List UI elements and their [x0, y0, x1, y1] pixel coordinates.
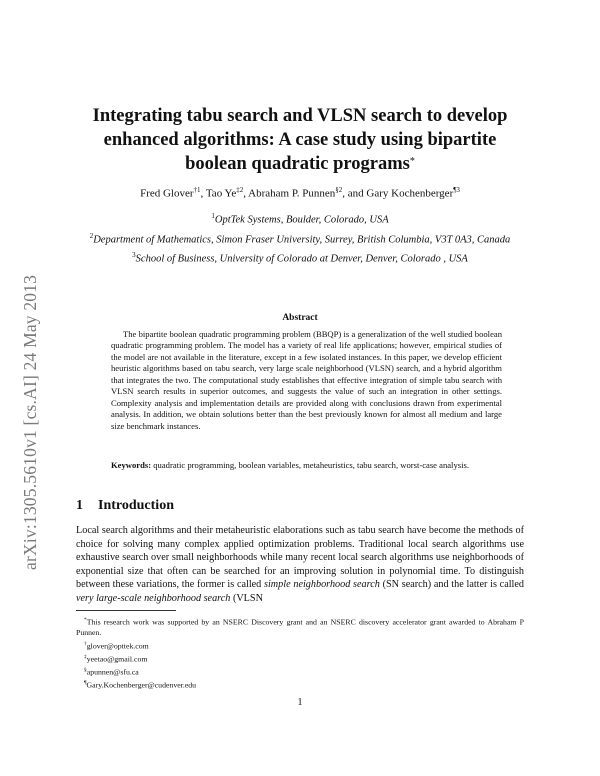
paper-title: [60, 104, 540, 176]
author-marks: ‡2: [236, 186, 244, 194]
footnote: [76, 652, 524, 665]
footnote-mark: †: [84, 640, 87, 647]
abstract-heading: Abstract: [282, 313, 318, 323]
author-separator: ,: [243, 187, 249, 200]
affiliation: [64, 229, 536, 248]
footnote-rule: [76, 610, 176, 611]
title-line-3: boolean quadratic programs: [185, 154, 410, 174]
keywords-label: Keywords:: [111, 460, 152, 470]
intro-text: Local search algorithms and their metaheuristic elaborations such as tabu search have become the methods of choice for solving many complex applied optimization problems. Traditional local search algorithms use exhaustive search over small neighborhoods while many recent local search algorithms use neighborhoods of exponential size that often can be searched for an improving solution in polynomial time. To distinguish between these variations, the former is called: [76, 525, 524, 590]
author-name: Abraham P. Punnen: [248, 187, 336, 200]
intro-text: (VLSN: [230, 592, 263, 604]
footnote-mark: *: [84, 617, 87, 623]
section-number: 1: [76, 498, 83, 513]
footnote: [76, 615, 524, 639]
footnote-list: [76, 615, 524, 691]
affiliation: [64, 248, 536, 267]
abstract-text: The bipartite boolean quadratic programming problem (BBQP) is a generalization of the well studied boolean quadratic programming problem. The model has a variety of real life applications; however, empirical studies of the model are not available in the literature, except in a few isolated instances. In this paper, we develop efficient heuristic algorithms based on tabu search, very large scale neighborhood (VLSN) search, and a hybrid algorithm that integrates the two. The computational study establishes that effective integration of simple tabu search with VLSN search results in superior outcomes, and suggests the value of such an integration in other settings. Complexity analysis and implementation details are provided along with conclusions drawn from experimental analysis. In addition, we obtain solutions better than the best previously known for almost all medium and large size benchmark instances.: [111, 329, 502, 431]
footnote: [76, 665, 524, 678]
footnote-email: glover@opttek.com: [86, 641, 149, 651]
author-name: Tao Ye: [205, 187, 237, 200]
intro-emphasis: very large-scale neighborhood search: [76, 592, 231, 604]
footnote-text: This research work was supported by an NSERC Discovery grant and an NSERC discovery accelerator grant awarded to Abraham P Punnen.: [76, 617, 524, 638]
footnote-email: Gary.Kochenberger@cudenver.edu: [86, 680, 197, 690]
affiliation-text: School of Business, University of Colorado at Denver, Denver, Colorado , USA: [135, 253, 468, 265]
section-title: Introduction: [98, 498, 174, 513]
intro-text: (SN search) and the latter is called: [379, 579, 524, 590]
affiliation-number: 3: [132, 251, 136, 259]
author-name: Fred Glover: [140, 187, 194, 200]
title-line-2: enhanced algorithms: A case study using bipartite: [103, 130, 497, 150]
footnote-email: apunnen@sfu.ca: [86, 667, 139, 677]
keywords: [111, 460, 502, 471]
title-footnote-mark: *: [409, 156, 415, 167]
author-marks: ¶3: [453, 186, 460, 194]
page-number: 1: [297, 697, 303, 708]
footnote: [76, 639, 524, 652]
affiliation-text: Department of Mathematics, Simon Fraser University, Surrey, British Columbia, V3T 0A3, Canada: [93, 234, 511, 245]
footnote: [76, 678, 524, 691]
section-heading: [76, 498, 174, 514]
footnote-mark: §: [84, 666, 87, 673]
author-separator: , and: [342, 187, 367, 200]
affiliation: [64, 209, 536, 228]
author-list: [60, 183, 540, 201]
footnote-mark: ‡: [84, 653, 87, 660]
author-separator: ,: [200, 187, 206, 200]
affiliation-number: 2: [89, 231, 94, 240]
arxiv-stamp: arXiv:1305.5610v1 [cs.AI] 24 May 2013: [20, 274, 40, 570]
intro-paragraph: [76, 524, 524, 605]
author-marks: †1: [193, 186, 201, 194]
footnote-email: yeetao@gmail.com: [86, 654, 148, 664]
affiliation-text: OptTek Systems, Boulder, Colorado, USA: [214, 214, 389, 226]
title-line-1: Integrating tabu search and VLSN search to develop: [92, 106, 508, 126]
author-marks: §2: [335, 186, 343, 194]
author-name: Gary Kochenberger: [366, 187, 454, 200]
affiliation-number: 1: [211, 212, 215, 220]
affiliation-list: [64, 209, 536, 268]
keywords-text: quadratic programming, boolean variables, metaheuristics, tabu search, worst-case analysis.: [151, 460, 469, 470]
intro-emphasis: simple neighborhood search: [264, 579, 380, 590]
footnote-mark: ¶: [84, 679, 87, 686]
